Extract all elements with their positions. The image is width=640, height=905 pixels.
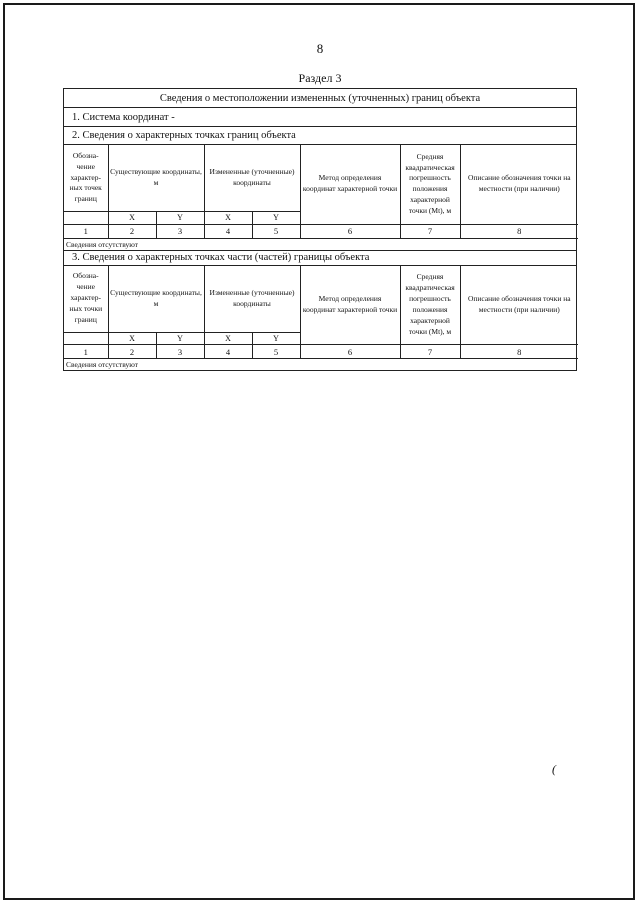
coordinate-system-row: 1. Система координат -	[64, 108, 576, 127]
column-number: 1	[64, 345, 108, 359]
column-number: 7	[400, 345, 460, 359]
axis-label: Y	[252, 212, 300, 225]
column-number: 3	[156, 345, 204, 359]
boundary-info-form	[63, 88, 577, 371]
column-number: 4	[204, 224, 252, 238]
part2-title: 2. Сведения о характерных точках границ объекта	[64, 127, 576, 145]
axis-label: X	[108, 332, 156, 345]
axis-label: X	[204, 212, 252, 225]
column-number: 8	[460, 345, 578, 359]
no-data-note: Сведения отсутствуют	[64, 239, 576, 251]
header-changed-coords: Измененные (уточненные) координаты	[204, 145, 300, 212]
no-data-note: Сведения отсутствуют	[66, 360, 139, 370]
header-method: Метод определения координат характерной точки	[300, 145, 400, 224]
axis-label: X	[204, 332, 252, 345]
column-number: 5	[252, 224, 300, 238]
column-number: 5	[252, 345, 300, 359]
part-boundary-points-table	[64, 266, 578, 360]
axis-label: Y	[252, 332, 300, 345]
column-number: 8	[460, 224, 578, 238]
header-existing-coords: Существующие координаты, м	[108, 266, 204, 333]
section-title: Раздел 3	[298, 71, 342, 85]
header-existing-coords: Существующие координаты, м	[108, 145, 204, 212]
page-number: 8	[316, 41, 324, 56]
axis-label: Y	[156, 332, 204, 345]
header-mean-error: Средняя квадратическая погрешность положения характерной точки (Mt), м	[400, 266, 460, 345]
axis-blank-cell	[64, 212, 108, 225]
axis-label: X	[108, 212, 156, 225]
header-point-designation: Обозна-чение характер-ных точек границ	[64, 145, 108, 212]
header-description: Описание обозначения точки на местности (при наличии)	[460, 266, 578, 345]
column-number: 4	[204, 345, 252, 359]
column-number: 1	[64, 224, 108, 238]
header-changed-coords: Измененные (уточненные) координаты	[204, 266, 300, 333]
margin-mark: (	[552, 762, 556, 776]
part3-title: 3. Сведения о характерных точках части (частей) границы объекта	[64, 251, 576, 266]
characteristic-points-table	[64, 145, 578, 239]
header-point-designation: Обозна-чение характер-ных точки границ	[64, 266, 108, 333]
column-number: 3	[156, 224, 204, 238]
header-mean-error: Средняя квадратическая погрешность положения характерной точки (Mt), м	[400, 145, 460, 224]
column-number: 2	[108, 345, 156, 359]
axis-label: Y	[156, 212, 204, 225]
column-number: 6	[300, 224, 400, 238]
axis-blank-cell	[64, 332, 108, 345]
main-heading: Сведения о местоположении измененных (уточненных) границ объекта	[64, 89, 576, 108]
column-number: 6	[300, 345, 400, 359]
column-number: 2	[108, 224, 156, 238]
column-number: 7	[400, 224, 460, 238]
header-method: Метод определения координат характерной точки	[300, 266, 400, 345]
header-description: Описание обозначения точки на местности (при наличии)	[460, 145, 578, 224]
